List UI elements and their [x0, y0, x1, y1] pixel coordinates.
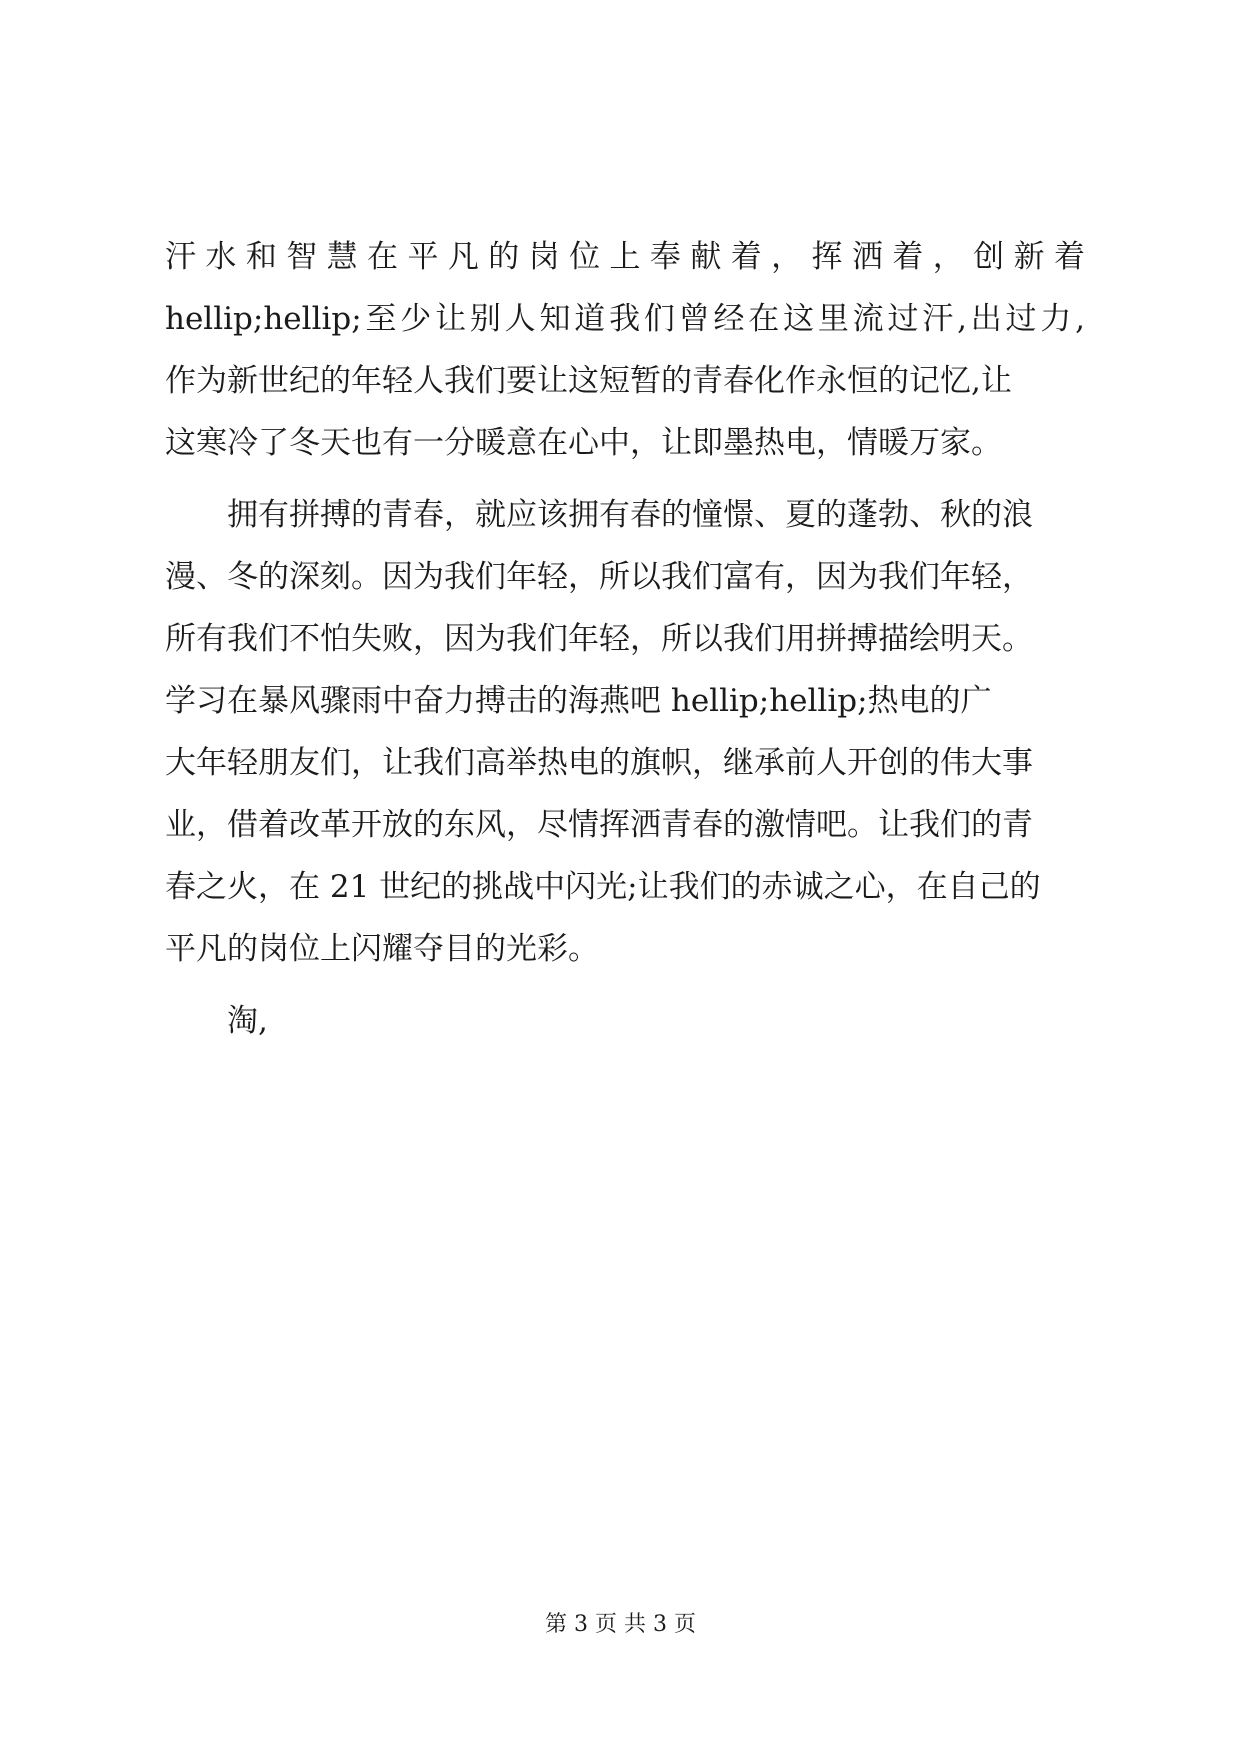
text-line: 漫、冬的深刻。因为我们年轻，所以我们富有，因为我们年轻，	[165, 559, 1033, 595]
document-body	[165, 226, 1085, 1052]
paragraph-2	[165, 484, 1085, 980]
text-line: hellip;hellip;至少让别人知道我们曾经在这里流过汗,出过力,	[165, 301, 1085, 337]
text-line: 大年轻朋友们，让我们高举热电的旗帜，继承前人开创的伟大事	[165, 745, 1033, 781]
page-number: 第 3 页 共 3 页	[545, 1612, 696, 1637]
text-line: 拥有拼搏的青春，就应该拥有春的憧憬、夏的蓬勃、秋的浪	[227, 497, 1033, 533]
text-line: 春之火，在 21 世纪的挑战中闪光;让我们的赤诚之心，在自己的	[165, 869, 1041, 905]
text-line: 所有我们不怕失败，因为我们年轻，所以我们用拼搏描绘明天。	[165, 621, 1033, 657]
page-footer	[0, 1610, 1241, 1640]
paragraph-1	[165, 226, 1085, 474]
text-line: 汗水和智慧在平凡的岗位上奉献着，挥洒着，创新着	[165, 239, 1085, 275]
paragraph-3	[165, 990, 1085, 1052]
text-line: 平凡的岗位上闪耀夺目的光彩。	[165, 931, 599, 967]
text-line: 作为新世纪的年轻人我们要让这短暂的青春化作永恒的记忆,让	[165, 363, 1012, 399]
text-line: 这寒冷了冬天也有一分暖意在心中，让即墨热电，情暖万家。	[165, 425, 1002, 461]
text-line: 淘,	[227, 1003, 268, 1039]
text-line: 学习在暴风骤雨中奋力搏击的海燕吧 hellip;hellip;热电的广	[165, 683, 992, 719]
text-line: 业，借着改革开放的东风，尽情挥洒青春的激情吧。让我们的青	[165, 807, 1033, 843]
